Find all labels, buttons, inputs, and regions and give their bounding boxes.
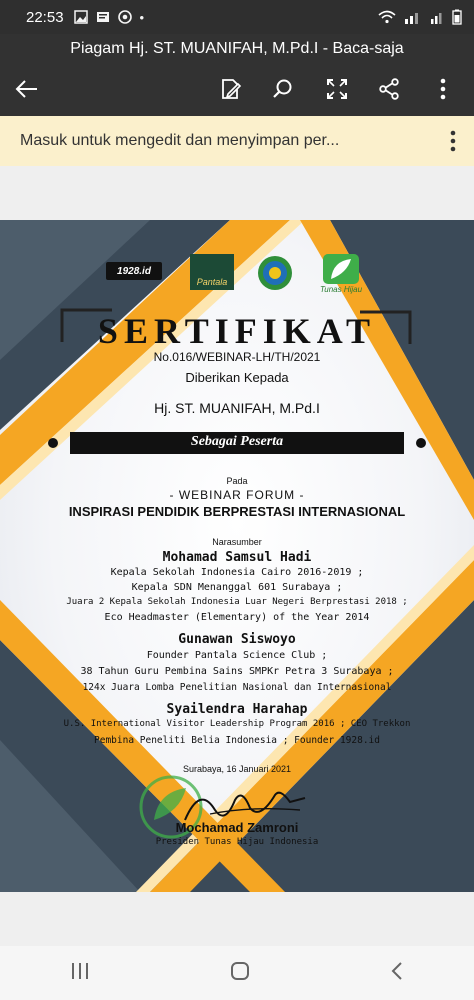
logo-1928: 1928.id: [106, 262, 162, 280]
role-label: Sebagai Peserta: [190, 434, 284, 449]
speaker-1-name: Mohamad Samsul Hadi: [162, 550, 312, 565]
gallery-icon: [74, 10, 88, 24]
fullscreen-icon: [326, 78, 348, 100]
app-bar: [0, 34, 474, 116]
banner-text: Masuk untuk mengedit dan menyimpan per...: [20, 132, 340, 149]
dot-icon: •: [139, 9, 145, 25]
speaker-2-line-2: 38 Tahun Guru Pembina Sains SMPKr Petra 3 Surabaya ;: [80, 666, 394, 677]
fullscreen-button[interactable]: [322, 74, 352, 104]
notification-icon: [96, 10, 110, 24]
signer-title: Presiden Tunas Hijau Indonesia: [155, 837, 319, 847]
share-icon: [378, 78, 400, 100]
event-line-1: - WEBINAR FORUM -: [169, 488, 305, 502]
chevron-left-icon: [390, 961, 404, 981]
more-vertical-icon: [440, 78, 446, 100]
speakers-label: Narasumber: [212, 537, 262, 547]
certificate-number: No.016/WEBINAR-LH/TH/2021: [153, 350, 321, 364]
home-button[interactable]: [229, 960, 251, 987]
edit-button[interactable]: [216, 74, 246, 104]
speaker-2-line-3: 124x Juara Lomba Penelitian Nasional dan Internasional: [82, 682, 392, 693]
given-to-label: Diberikan Kepada: [185, 370, 289, 385]
edit-document-icon: [220, 78, 242, 100]
system-back-button[interactable]: [390, 961, 404, 986]
sign-in-banner[interactable]: [0, 116, 474, 166]
logo-tunas-hijau: Tunas Hijau: [314, 250, 368, 296]
wifi-icon: [378, 10, 396, 24]
share-button[interactable]: [374, 74, 404, 104]
pada-label: Pada: [226, 476, 248, 486]
overflow-menu-button[interactable]: [430, 74, 456, 104]
speaker-3-line-2: Pembina Peneliti Belia Indonesia ; Founder 1928.id: [94, 735, 380, 746]
event-line-2: INSPIRASI PENDIDIK BERPRESTASI INTERNASIONAL: [68, 504, 406, 519]
emblem-icon: [256, 254, 294, 292]
logo-school-emblem: [256, 254, 294, 292]
speaker-1-line-1: Kepala Sekolah Indonesia Cairo 2016-2019 ;: [110, 567, 364, 578]
signal-icon-2: [430, 10, 444, 24]
leaf-icon: [321, 253, 361, 285]
document-title: Piagam Hj. ST. MUANIFAH, M.Pd.I - Baca-saja: [70, 40, 404, 57]
signer-name: Mochamad Zamroni: [175, 820, 299, 835]
status-time: 22:53: [26, 8, 64, 26]
speaker-3-line-1: U.S. International Visitor Leadership Program 2016 ; CEO Trekkon: [63, 719, 411, 729]
speaker-2-name: Gunawan Siswoyo: [178, 632, 296, 647]
search-button[interactable]: [268, 74, 298, 104]
battery-icon: [452, 9, 462, 25]
place-date: Surabaya, 16 Januari 2021: [182, 764, 292, 774]
speaker-1-line-2: Kepala SDN Menanggal 601 Surabaya ;: [131, 582, 343, 593]
recent-apps-icon: [70, 962, 90, 980]
document-viewer[interactable]: [0, 166, 474, 946]
chrome-icon: [118, 10, 132, 24]
speaker-2-line-1: Founder Pantala Science Club ;: [146, 650, 328, 661]
home-icon: [229, 960, 251, 982]
recipient-name: Hj. ST. MUANIFAH, M.Pd.I: [154, 400, 320, 416]
arrow-left-icon: [15, 79, 39, 99]
speaker-1-line-4: Eco Headmaster (Elementary) of the Year 2014: [104, 612, 370, 623]
more-vertical-icon: [450, 130, 456, 152]
back-button[interactable]: [12, 74, 42, 104]
speaker-3-name: Syailendra Harahap: [166, 702, 308, 717]
status-bar: [0, 0, 474, 34]
certificate-title: SERTIFIKAT: [97, 311, 377, 351]
system-navigation-bar: [0, 946, 474, 1000]
logo-pantala: Pantala: [190, 254, 234, 290]
signal-icon: [404, 10, 422, 24]
banner-more-button[interactable]: [450, 130, 456, 157]
speaker-1-line-3: Juara 2 Kepala Sekolah Indonesia Luar Negeri Berprestasi 2018 ;: [66, 597, 408, 607]
certificate-page: [0, 220, 474, 892]
search-icon: [272, 78, 294, 100]
recent-apps-button[interactable]: [70, 962, 90, 985]
